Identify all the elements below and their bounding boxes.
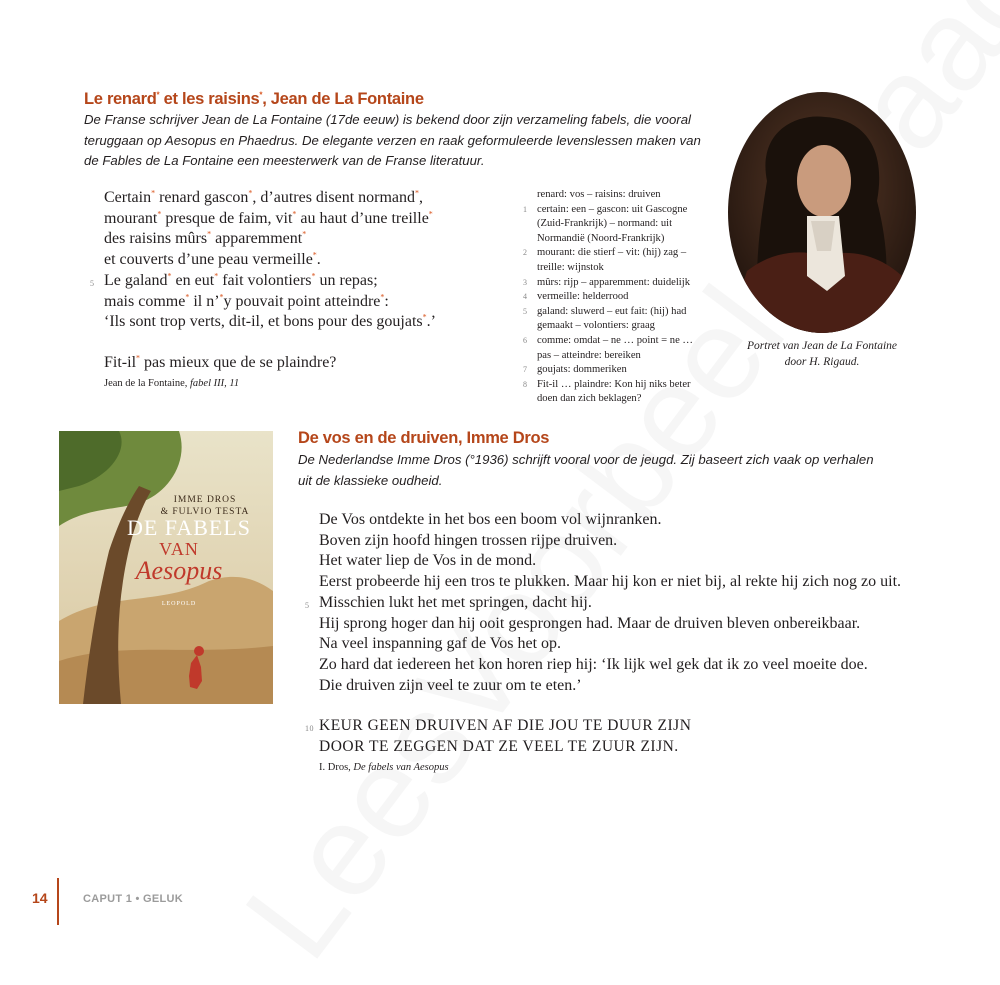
poem-line-8: Fit-il* pas mieux que de se plaindre?: [104, 353, 337, 371]
gloss-item: renard: vos – raisins: druiven: [537, 189, 661, 200]
moral-line-2: DOOR TE ZEGGEN DAT ZE VEEL TE ZUUR ZIJN.: [319, 738, 679, 755]
section2-intro: De Nederlandse Imme Dros (°1936) schrijft vooral voor de jeugd. Zij baseert zich vaak op verhalen uit de klassieke oudheid.: [298, 452, 874, 488]
book-title-1: DE FABELS: [126, 515, 252, 540]
glossary: [523, 188, 707, 407]
poem-line-4: et couverts d’une peau vermeille*.: [104, 250, 321, 269]
book-title-3: Aesopus: [135, 556, 223, 585]
gloss-item: 3 mûrs: rijp – apparemment: duidelijk: [523, 276, 690, 288]
fable-line: Het water liep de Vos in de mond.: [319, 552, 537, 570]
section1-intro: De Franse schrijver Jean de La Fontaine (17de eeuw) is bekend door zijn verzameling fabels, die vooral teruggaan op Aesopus en Phaedrus. De elegante verzen en raak geformuleerde levenslessen maken van de Fables de La Fontaine een meesterwerk van de Franse literatuur.: [84, 112, 701, 168]
portrait-image: [727, 91, 917, 334]
moral-line-1: 10 KEUR GEEN DRUIVEN AF DIE JOU TE DUUR ZIJN: [305, 717, 692, 734]
section1-title: Le renard* et les raisins*, Jean de La Fontaine: [84, 90, 424, 108]
fable-moral: [305, 715, 919, 757]
book-publisher: LEOPOLD: [161, 601, 197, 607]
gloss-item: 2 mourant: die stierf – vit: (hij) zag – treille: wijnstok: [523, 247, 687, 273]
gloss-item: 6 comme: omdat – ne … point = ne … pas – atteindre: bereiken: [523, 334, 694, 361]
line-number: 5: [90, 278, 94, 288]
fable-line: Die druiven zijn veel te zuur om te eten.’: [319, 676, 582, 694]
book-authors-1: IMME DROS: [173, 495, 237, 505]
fable-line: Hij sprong hoger dan hij ooit gesprongen had. Maar de druiven bleven onbereikbaar.: [319, 614, 861, 632]
chapter-label: CAPUT 1 • GELUK: [83, 893, 184, 905]
section2-source: I. Dros, De fabels van Aesopus: [319, 762, 449, 773]
fable-line: Na veel inspanning gaf de Vos het op.: [319, 635, 562, 653]
fable-line: Eerst probeerde hij een tros te plukken. Maar hij kon er niet bij, al rekte hij zich nog zo uit.: [319, 573, 902, 591]
poem-line-6: mais comme* il n’*y pouvait point atteindre*:: [104, 292, 389, 310]
book-authors-2: & FULVIO TESTA: [160, 507, 250, 517]
gloss-item: 8 Fit-il … plaindre: Kon hij niks beter doen dan zich beklagen?: [523, 378, 691, 405]
gloss-item: 4 vermeille: helderrood: [523, 291, 629, 303]
fable-line: 5 Misschien lukt het met springen, dacht hij.: [305, 593, 592, 611]
poem-line-5: 5 Le galand* en eut* fait volontiers* un repas;: [104, 271, 524, 292]
book-cover-image: [59, 431, 273, 704]
fable-line: Zo hard dat iedereen het kon horen riep hij: ‘Ik lijk wel gek dat ik zo veel moeite doe.: [319, 655, 868, 673]
fable-line: Boven zijn hoofd hingen trossen rijpe druiven.: [319, 531, 618, 549]
gloss-item: 1 certain: een – gascon: uit Gascogne (Zuid-Frankrijk) – normand: uit Normandië (Noord-Frankrijk): [523, 203, 688, 244]
poem-line-1: Certain* renard gascon*, d’autres disent normand*,: [104, 188, 424, 206]
section2-title: De vos en de druiven, Imme Dros: [298, 429, 550, 447]
page-number: 14: [32, 890, 48, 906]
footer-divider: [57, 878, 59, 925]
poem-line-2: mourant* presque de faim, vit* au haut d’une treille*: [104, 209, 433, 227]
fable-line: De Vos ontdekte in het bos een boom vol wijnranken.: [319, 511, 662, 528]
french-poem: [90, 188, 524, 374]
dutch-fable: [305, 510, 939, 696]
poem-line-3: des raisins mûrs* apparemment*: [104, 230, 307, 248]
portrait-caption: Portret van Jean de La Fontaine door H. Rigaud.: [747, 340, 897, 368]
poem-line-7: ‘Ils sont trop verts, dit-il, et bons pour des goujats*.’: [104, 312, 436, 331]
gloss-item: 5 galand: sluwerd – eut fait: (hij) had gemaakt – volontiers: graag: [523, 305, 687, 332]
section1-source: Jean de la Fontaine, fabel III, 11: [104, 378, 240, 389]
book-title-2: VAN: [159, 539, 199, 559]
gloss-item: 7 goujats: dommeriken: [523, 364, 627, 376]
